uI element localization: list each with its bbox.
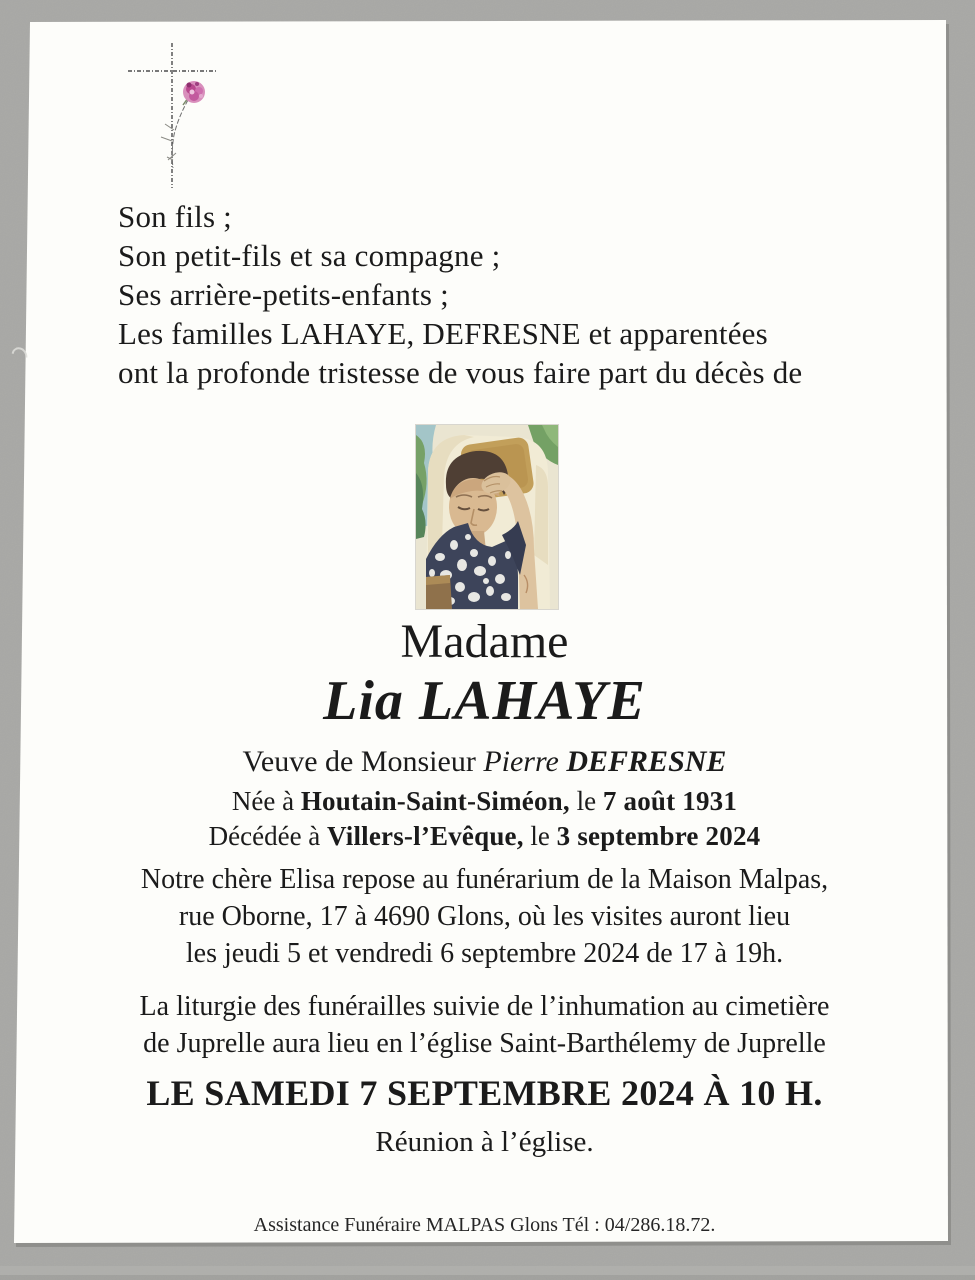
birth-prefix: Née à — [231, 786, 301, 816]
scan-bottom-band — [0, 1266, 975, 1275]
liturgy-line: de Juprelle aura lieu en l’église Saint-Barthélemy de Juprelle — [143, 1028, 826, 1059]
repose-line: Notre chère Elisa repose au funérarium de la Maison Malpas, — [140, 864, 829, 895]
birth-line — [22, 784, 947, 819]
opening-line: ont la profonde tristesse de vous faire part du décès de — [118, 355, 803, 390]
repose-line: les jeudi 5 et vendredi 6 septembre 2024 de 17 à 19h. — [185, 938, 784, 969]
birth-date: 7 août 1931 — [602, 786, 738, 816]
birth-mid: le — [569, 786, 603, 816]
ceremony-date-line: LE SAMEDI 7 SEPTEMBRE 2024 À 10 H. — [146, 1073, 823, 1113]
scan-bottom-line — [0, 1275, 975, 1280]
vital-dates-block — [22, 784, 947, 854]
widow-line — [22, 744, 947, 780]
repose-line: rue Oborne, 17 à 4690 Glons, où les visites auront lieu — [178, 901, 791, 932]
cross-icon — [126, 40, 221, 190]
widow-prefix: Veuve de Monsieur — [242, 745, 484, 778]
repose-paragraph — [22, 861, 947, 972]
rose-icon — [161, 81, 205, 168]
opening-line: Son petit-fils et sa compagne ; — [118, 238, 501, 273]
opening-lines-block — [118, 197, 898, 392]
death-mid: le — [523, 821, 557, 851]
death-place: Villers-l’Evêque, — [327, 821, 524, 851]
husband-first-name: Pierre — [483, 745, 567, 778]
death-prefix: Décédée à — [208, 821, 328, 851]
opening-line: Les familles LAHAYE, DEFRESNE et apparentées — [118, 316, 768, 351]
husband-last-name: DEFRESNE — [566, 745, 727, 778]
death-date: 3 septembre 2024 — [556, 821, 761, 851]
opening-line: Ses arrière-petits-enfants ; — [118, 277, 449, 312]
funeral-home-footer: Assistance Funéraire MALPAS Glons Tél : 04/286.18.72. — [253, 1214, 716, 1236]
meeting-line: Réunion à l’église. — [375, 1126, 594, 1158]
portrait-photo — [415, 424, 559, 610]
scan-artifact-mark — [8, 344, 30, 367]
birth-place: Houtain-Saint-Siméon, — [300, 786, 570, 816]
opening-line: Son fils ; — [118, 199, 232, 234]
title-madame: Madame — [400, 615, 569, 668]
liturgy-line: La liturgie des funérailles suivie de l’inhumation au cimetière — [139, 991, 830, 1022]
death-line — [22, 819, 947, 854]
liturgy-paragraph — [22, 988, 947, 1062]
deceased-name: Lia LAHAYE — [323, 670, 646, 732]
